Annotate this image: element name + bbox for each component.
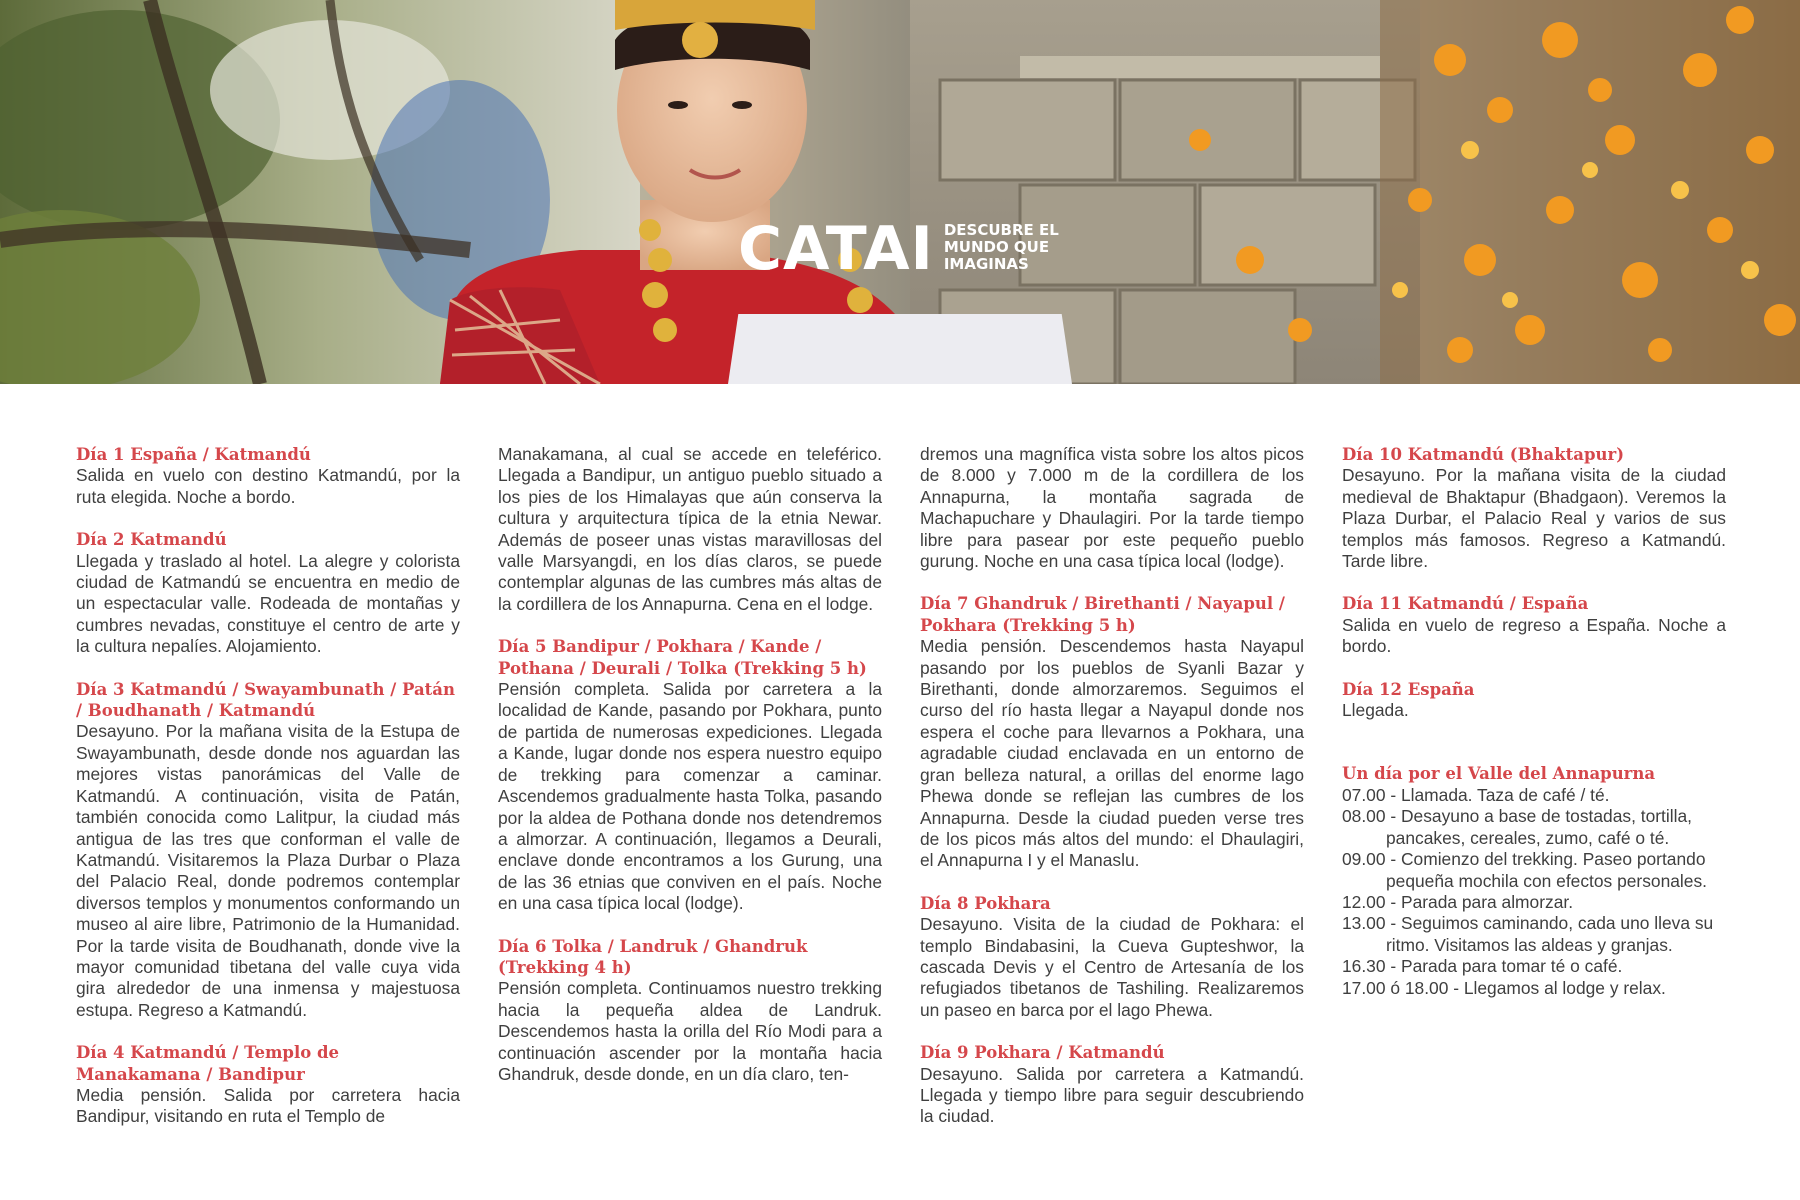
day-body: Desayuno. Por la mañana visita de la ciudad medieval de Bhaktapur (Bhadgaon). Veremos la Plaza Durbar, el Palacio Real y varios de sus templos más famosos. Regreso a Katmandú. Tarde libre. — [1342, 465, 1726, 572]
day-4 — [76, 1042, 460, 1128]
day-1 — [76, 444, 460, 508]
schedule-item: 08.00 - Desayuno a base de tostadas, tortilla, pancakes, cereales, zumo, café o té. — [1342, 806, 1692, 848]
day-title: Día 3 Katmandú / Swayambunath / Patán / Boudhanath / Katmandú — [76, 679, 455, 721]
day-title: Día 8 Pokhara — [920, 893, 1051, 913]
schedule-item: 09.00 - Comienzo del trekking. Paseo portando pequeña mochila con efectos personales. — [1342, 849, 1707, 891]
day-7 — [920, 593, 1304, 871]
day-title: Día 7 Ghandruk / Birethanti / Nayapul / Pokhara (Trekking 5 h) — [920, 594, 1285, 635]
day-title: Día 1 España / Katmandú — [76, 445, 311, 464]
itinerary — [76, 444, 1728, 1164]
day-body: Salida en vuelo de regreso a España. Noche a bordo. — [1342, 614, 1726, 657]
column-1 — [76, 444, 460, 1149]
day-body: Desayuno. Visita de la ciudad de Pokhara: el templo Bindabasini, la Cueva Gupteshwor, la cascada Devis y el Centro de Artesanía de los refugiados tibetanos de Tashiling. Realizaremos un paseo en barca por el lago Phewa. — [920, 914, 1304, 1020]
day-body: Desayuno. Por la mañana visita de la Estupa de Swayambunath, desde donde nos aguardan las mejores vistas panorámicas del Valle de Katmandú. A continuación, visita de Patán, también conocida como Lalitpur, la ciudad más antigua de las tres que conforman el valle de Katmandú. Visitaremos la Plaza Durbar o Plaza del Palacio Real, donde podremos contemplar diversos templos y monumentos conformando un museo al aire libre, Patrimonio de la Humanidad. Por la tarde visita de Boudhanath, donde vive la mayor comunidad tibetana del valle cuya vida gira alrededor de una inmensa y majestuosa estupa. Regreso a Katmandú. — [76, 721, 460, 1020]
schedule-title: Un día por el Valle del Annapurna — [1342, 764, 1656, 784]
day-4-continued — [498, 444, 882, 615]
day-title: Día 9 Pokhara / Katmandú — [920, 1043, 1165, 1063]
brand-name: CATAI — [738, 214, 934, 270]
day-3 — [76, 679, 460, 1022]
schedule-item: 13.00 - Seguimos caminando, cada uno lleva su ritmo. Visitamos las aldeas y granjas. — [1342, 913, 1714, 955]
day-title: Día 12 España — [1342, 679, 1475, 699]
column-4 — [1342, 444, 1726, 999]
column-3 — [920, 444, 1304, 1149]
day-8 — [920, 893, 1304, 1021]
day-body: Pensión completa. Salida por carretera a la localidad de Kande, pasando por Pokhara, punto de partida de numerosas expediciones. Llegada a Kande, lugar donde nos espera nuestro equipo de trekking para comenzar a caminar. Ascendemos gradualmente hasta Tolka, pasando por la aldea de Pothana donde nos detendremos a almorzar. A continuación, llegamos a Deurali, enclave donde encontramos a los Gurung, una de las 36 etnias que conviven en el país. Noche en una casa típica local (lodge). — [498, 679, 882, 914]
day-body: Media pensión. Salida por carretera hacia Bandipur, visitando en ruta el Templo de — [76, 1084, 460, 1127]
day-title: Día 4 Katmandú / Templo de Manakamana / Bandipur — [76, 1043, 340, 1084]
day-body: Llegada y traslado al hotel. La alegre y colorista ciudad de Katmandú se encuentra en medio de un espectacular valle. Rodeada de montañas y cumbres nevadas, constituye el centro de arte y la cultura nepalíes. Alojamiento. — [76, 550, 460, 657]
day-9 — [920, 1042, 1304, 1128]
schedule-item: 07.00 - Llamada. Taza de café / té. — [1342, 784, 1610, 805]
day-title: Día 6 Tolka / Landruk / Ghandruk (Trekking 4 h) — [498, 936, 808, 977]
day-body: Desayuno. Salida por carretera a Katmandú. Llegada y tiempo libre para seguir descubriendo la ciudad. — [920, 1063, 1304, 1127]
day-body: Llegada. — [1342, 700, 1409, 721]
day-12 — [1342, 679, 1726, 722]
day-title: Día 2 Katmandú — [76, 530, 227, 550]
day-body: dremos una magnífica vista sobre los altos picos de 8.000 y 7.000 m de la cordillera de los Annapurna, la montaña sagrada de Machapuchare y Dhaulagiri. Por la tarde tiempo libre para pasear por este pequeño pueblo gurung. Noche en una casa típica local (lodge). — [920, 444, 1304, 572]
hero-photo — [0, 0, 1800, 384]
day-11 — [1342, 593, 1726, 657]
day-6 — [498, 936, 882, 1086]
day-title: Día 5 Bandipur / Pokhara / Kande / Pothana / Deurali / Tolka (Trekking 5 h) — [498, 637, 867, 678]
day-2 — [76, 529, 460, 657]
day-title: Día 11 Katmandú / España — [1342, 594, 1589, 614]
brand-logo — [738, 214, 1072, 270]
schedule-item: 12.00 - Parada para almorzar. — [1342, 891, 1574, 912]
schedule-item: 17.00 ó 18.00 - Llegamos al lodge y relax. — [1342, 977, 1666, 998]
day-5 — [498, 636, 882, 914]
day-body: Media pensión. Descendemos hasta Nayapul pasando por los pueblos de Syanli Bazar y Birethanti, donde almorzaremos. Seguimos el curso del río hasta llegar a Nayapul donde nos espera el coche para llevarnos a Pokhara, una agradable ciudad enclavada en un entorno de gran belleza natural, a orillas del enorme lago Phewa donde se reflejan las cumbres de los Annapurna. Desde la ciudad pueden verse tres de los picos más altos del mundo: el Dhaulagiri, el Annapurna I y el Manaslu. — [920, 636, 1304, 871]
column-2 — [498, 444, 882, 1106]
decorative-tab — [728, 314, 1072, 384]
day-body: Manakamana, al cual se accede en teleférico. Llegada a Bandipur, un antiguo pueblo situado a los pies de los Himalayas que aún conserva la cultura y arquitectura típica de la etnia Newar. Además de poseer unas vistas maravillosas del valle Marsyangdi, en los días claros, se puede contemplar algunas de las cumbres más altas de la cordillera de los Annapurna. Cena en el lodge. — [498, 444, 882, 614]
day-body: Pensión completa. Continuamos nuestro trekking hacia la pequeña aldea de Landruk. Descendemos hasta la orilla del Río Modi para a continuación ascender por la montaña hacia Ghandruk, desde donde, en un día claro, ten- — [498, 978, 882, 1084]
schedule-item: 16.30 - Parada para tomar té o café. — [1342, 956, 1623, 977]
daily-schedule — [1342, 763, 1726, 998]
day-6-continued — [920, 444, 1304, 572]
day-body: Salida en vuelo con destino Katmandú, por la ruta elegida. Noche a bordo. — [76, 465, 460, 507]
brand-tagline: DESCUBRE EL MUNDO QUE IMAGINAS — [943, 221, 1059, 270]
day-10 — [1342, 444, 1726, 572]
day-title: Día 10 Katmandú (Bhaktapur) — [1342, 445, 1625, 464]
